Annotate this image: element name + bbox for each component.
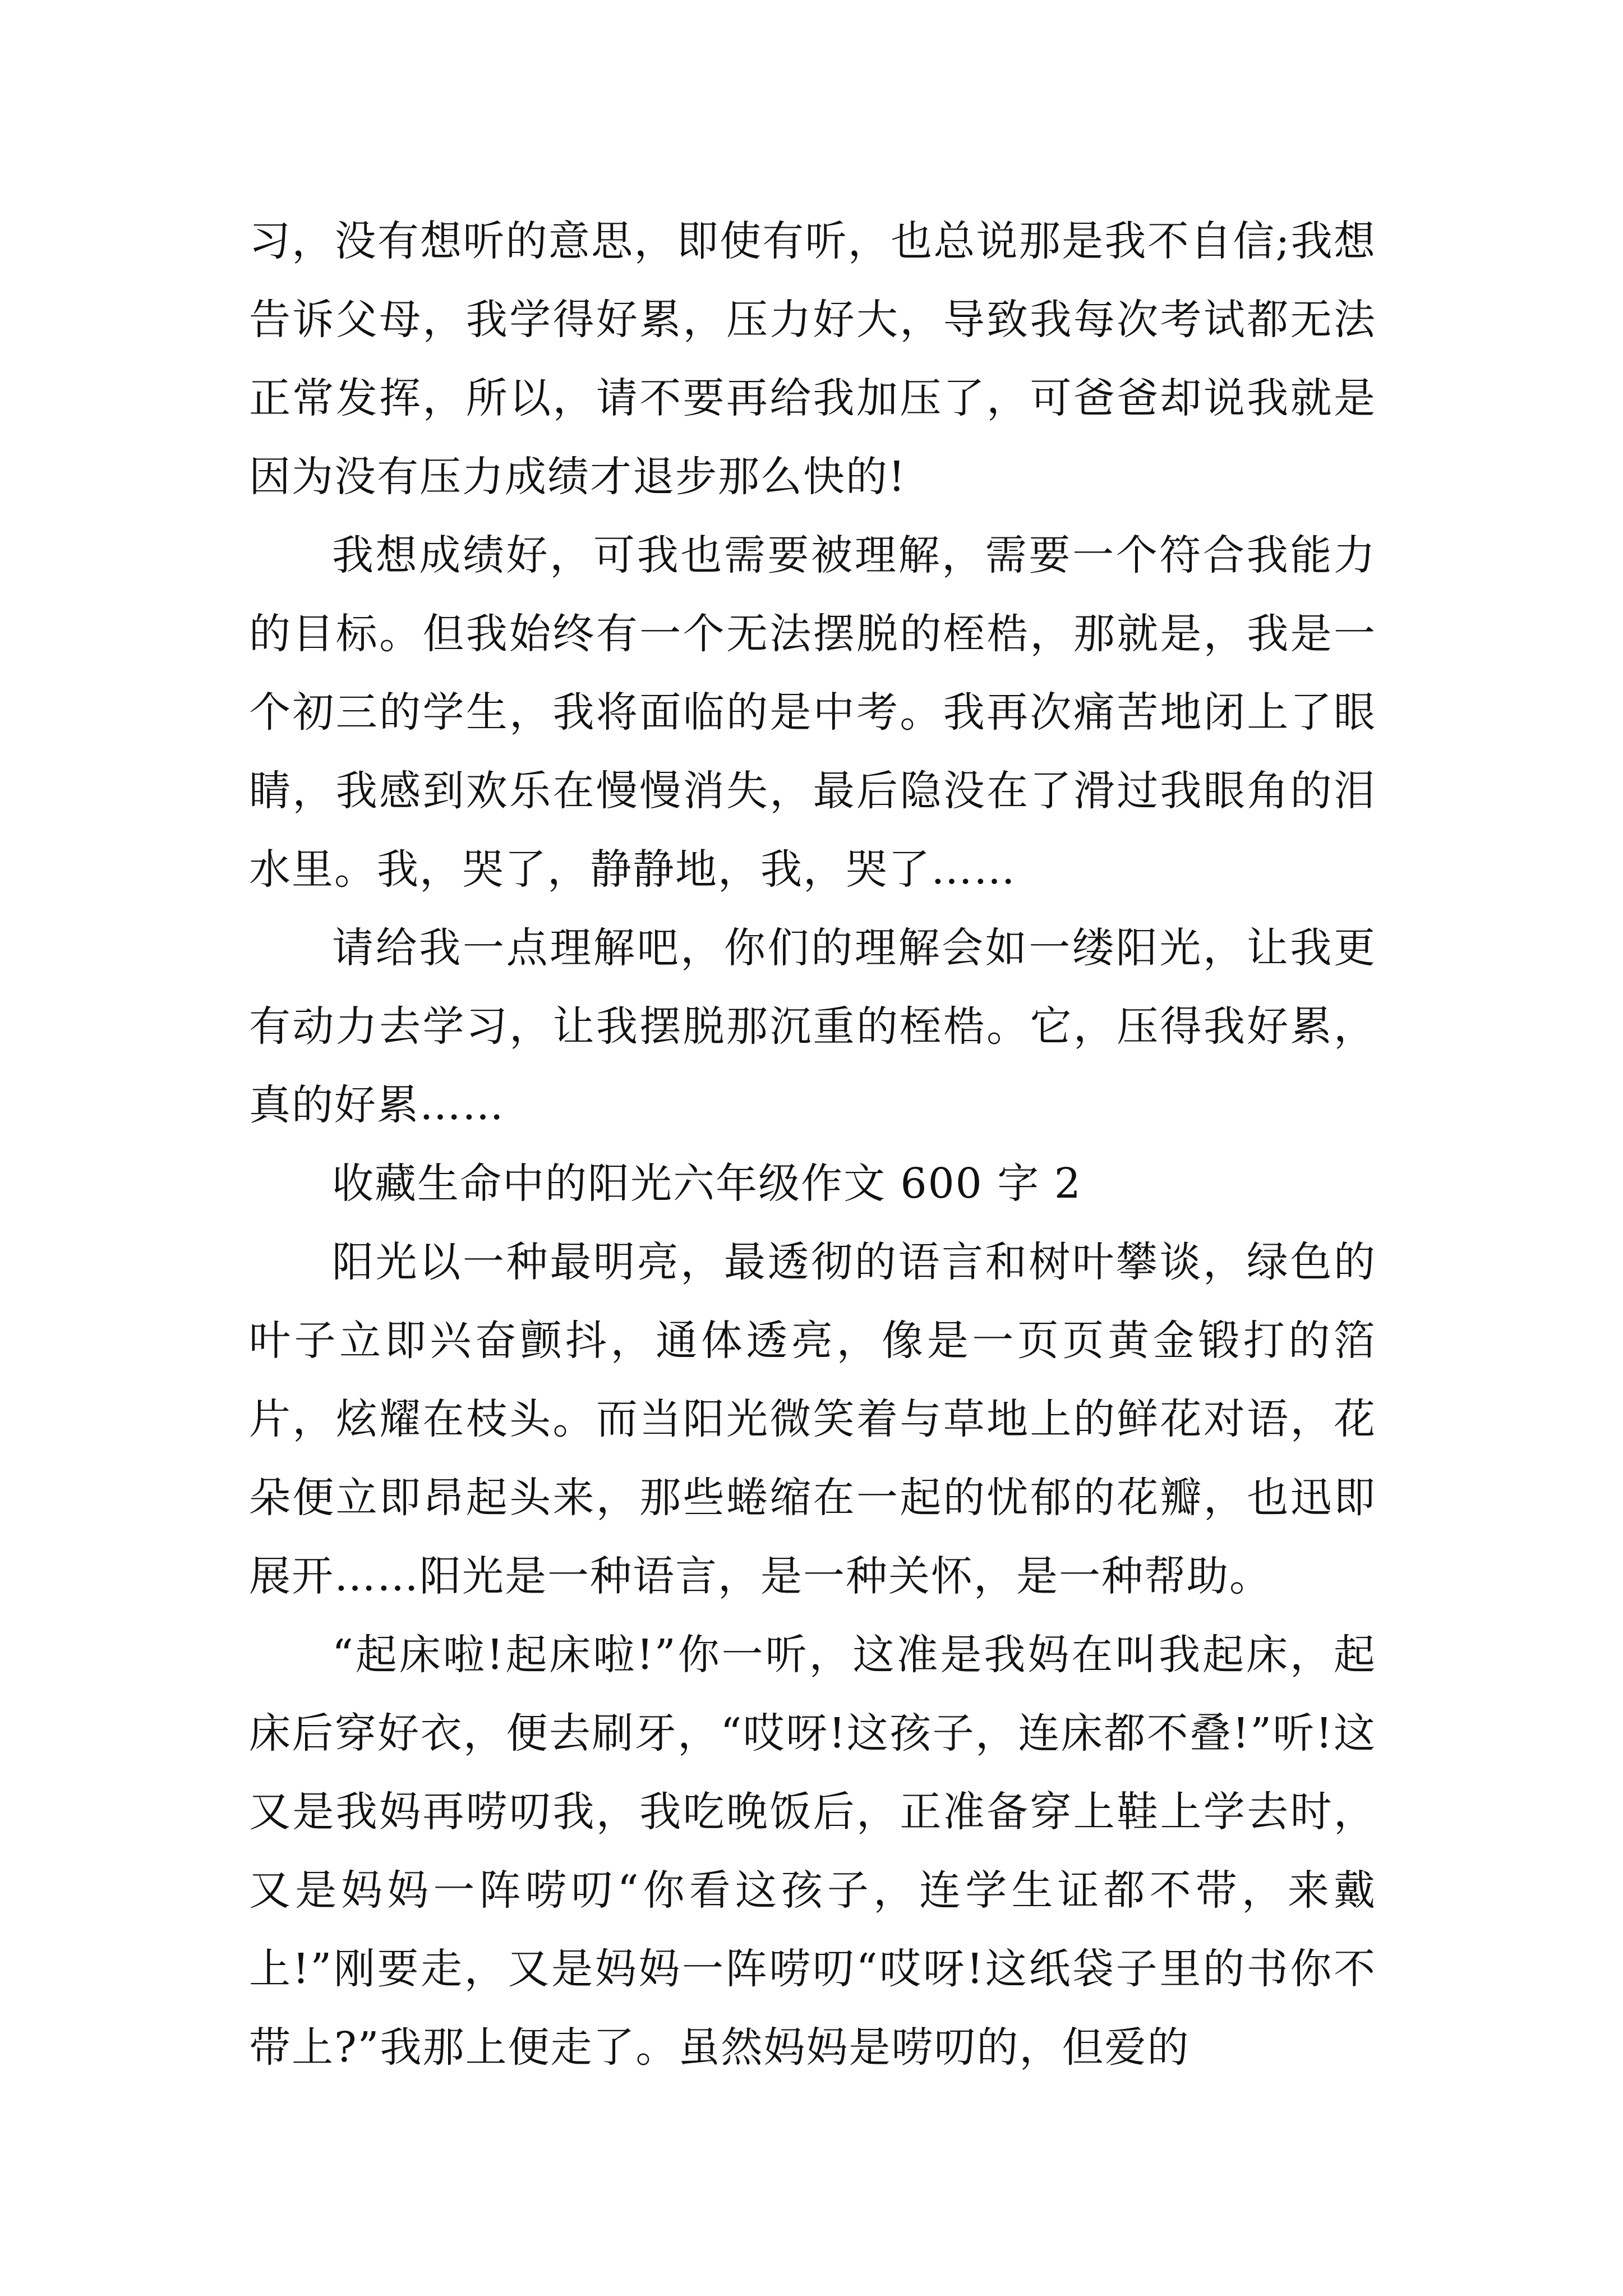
section-title: 收藏生命中的阳光六年级作文 600 字 2 — [332, 1159, 1082, 1208]
document-body — [249, 202, 1376, 2087]
paragraph-1: 习，没有想听的意思，即使有听，也总说那是我不自信;我想告诉父母，我学得好累，压力好大，导致我每次考试都无法正常发挥，所以，请不要再给我加压了，可爸爸却说我就是因为没有压力成绩才退步那么快的! — [249, 217, 1376, 501]
paragraph-3: 请给我一点理解吧，你们的理解会如一缕阳光，让我更有动力去学习，让我摆脱那沉重的桎梏。它，压得我好累，真的好累…… — [249, 924, 1376, 1129]
paragraph-2: 我想成绩好，可我也需要被理解，需要一个符合我能力的目标。但我始终有一个无法摆脱的桎梏，那就是，我是一个初三的学生，我将面临的是中考。我再次痛苦地闭上了眼睛，我感到欢乐在慢慢消失，最后隐没在了滑过我眼角的泪水里。我，哭了，静静地，我，哭了…… — [249, 531, 1376, 894]
paragraph-5: “起床啦!起床啦!”你一听，这准是我妈在叫我起床，起床后穿好衣，便去刷牙，“哎呀!这孩子，连床都不叠!”听!这又是我妈再唠叨我，我吃晚饭后，正准备穿上鞋上学去时，又是妈妈一阵唠叨“你看这孩子，连学生证都不带，来戴上!”刚要走，又是妈妈一阵唠叨“哎呀!这纸袋子里的书你不带上?”我那上便走了。虽然妈妈是唠叨的，但爱的 — [249, 1631, 1376, 2072]
paragraph-4: 阳光以一种最明亮，最透彻的语言和树叶攀谈，绿色的叶子立即兴奋颤抖，通体透亮，像是一页页黄金锻打的箔片，炫耀在枝头。而当阳光微笑着与草地上的鲜花对语，花朵便立即昂起头来，那些蜷缩在一起的忧郁的花瓣，也迅即展开……阳光是一种语言，是一种关怀，是一种帮助。 — [249, 1238, 1376, 1600]
